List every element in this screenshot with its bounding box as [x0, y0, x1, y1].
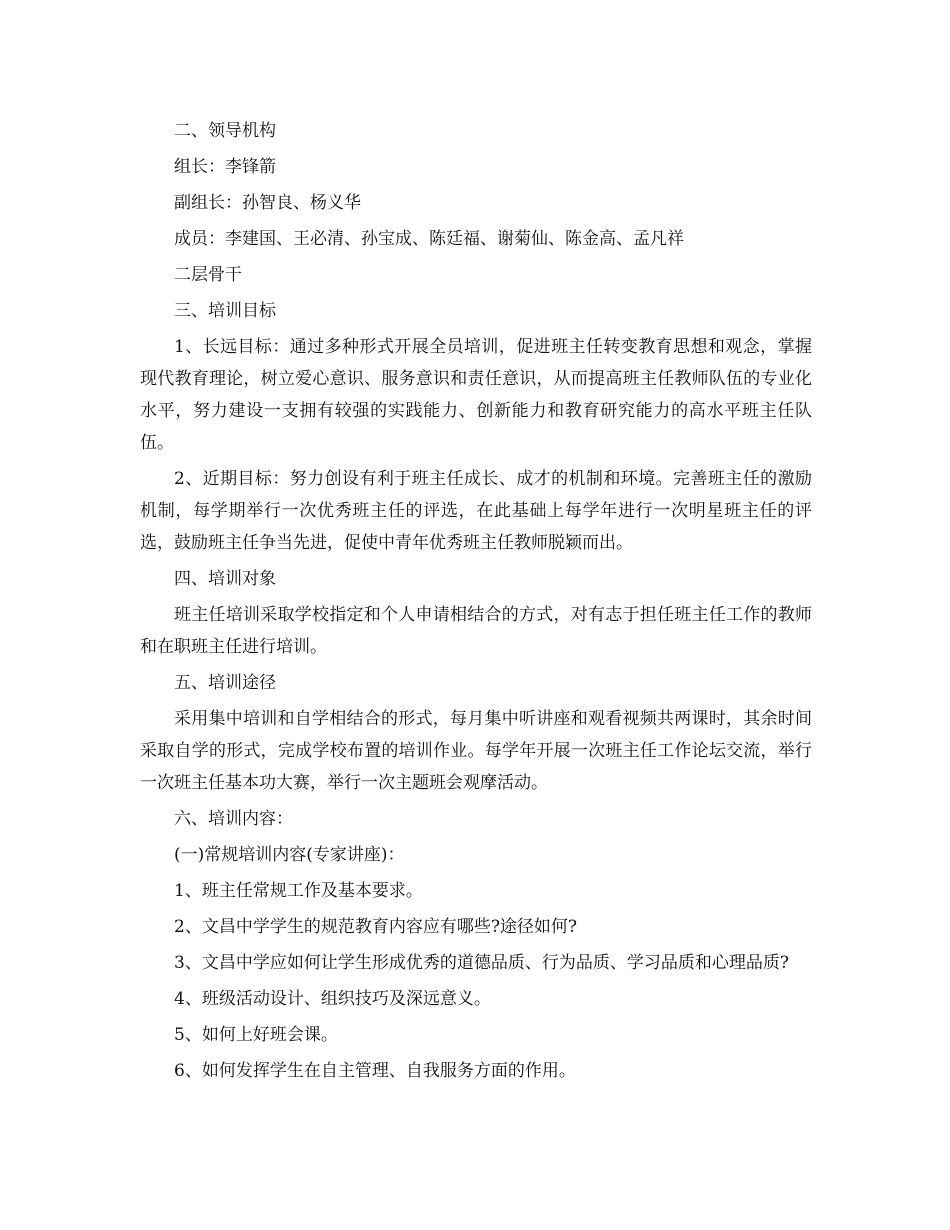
content-item-6: 6、如何发挥学生在自主管理、自我服务方面的作用。 — [174, 1061, 576, 1081]
subsection-heading-routine: (一)常规培训内容(专家讲座)： — [174, 845, 405, 865]
section-heading-leadership: 二、领导机构 — [174, 121, 276, 141]
section-heading-targets: 四、培训对象 — [174, 569, 276, 589]
short-term-goal-paragraph: 2、近期目标：努力创设有利于班主任成长、成才的机制和环境。完善班主任的激励机制，每学期举行一次优秀班主任的评选，在此基础上每学年进行一次明星班主任的评选，鼓励班主任争当先进，促使中青年优秀班主任教师脱颖而出。 — [140, 469, 812, 553]
leader-line: 组长：李锋箭 — [174, 157, 276, 177]
content-item-5: 5、如何上好班会课。 — [174, 1025, 338, 1045]
members-line: 成员：李建国、王必清、孙宝成、陈廷福、谢菊仙、陈金高、孟凡祥 — [174, 229, 684, 249]
document-body — [140, 115, 812, 1091]
section-heading-goals: 三、培训目标 — [174, 301, 276, 321]
backbone-line: 二层骨干 — [174, 265, 242, 285]
content-item-3: 3、文昌中学应如何让学生形成优秀的道德品质、行为品质、学习品质和心理品质? — [174, 953, 789, 973]
long-term-goal-paragraph: 1、长远目标：通过多种形式开展全员培训，促进班主任转变教育思想和观念，掌握现代教育理论，树立爱心意识、服务意识和责任意识，从而提高班主任教师队伍的专业化水平，努力建设一支拥有较强的实践能力、创新能力和教育研究能力的高水平班主任队伍。 — [140, 337, 812, 453]
content-item-1: 1、班主任常规工作及基本要求。 — [174, 881, 423, 901]
section-heading-methods: 五、培训途径 — [174, 673, 276, 693]
methods-paragraph: 采用集中培训和自学相结合的形式，每月集中听讲座和观看视频共两课时，其余时间采取自学的形式，完成学校布置的培训作业。每学年开展一次班主任工作论坛交流，举行一次班主任基本功大赛，举行一次主题班会观摩活动。 — [140, 709, 812, 793]
content-item-4: 4、班级活动设计、组织技巧及深远意义。 — [174, 989, 491, 1009]
section-heading-content: 六、培训内容： — [174, 809, 293, 829]
deputy-leader-line: 副组长：孙智良、杨义华 — [174, 193, 361, 213]
targets-paragraph: 班主任培训采取学校指定和个人申请相结合的方式，对有志于担任班主任工作的教师和在职班主任进行培训。 — [140, 605, 812, 657]
content-item-2: 2、文昌中学学生的规范教育内容应有哪些?途径如何? — [174, 917, 578, 937]
